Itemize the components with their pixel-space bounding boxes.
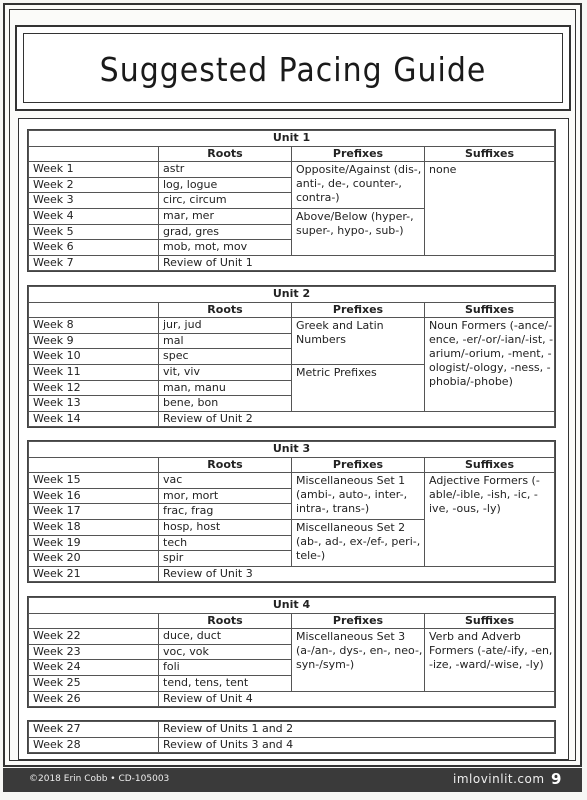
prefixes-cell: Above/Below (hyper-, super-, hypo-, sub-) — [292, 208, 425, 255]
week-cell: Week 13 — [29, 396, 159, 412]
suffixes-header: Suffixes — [425, 146, 555, 162]
roots-cell: hosp, host — [159, 519, 292, 535]
roots-cell: spir — [159, 551, 292, 567]
title-banner — [15, 25, 571, 111]
unit-1-table — [27, 129, 556, 272]
suffixes-cell: Noun Formers (-ance/-ence, -er/-or/-ian/-ist, -arium/-orium, -ment, -ologist/-ology, -ness, -phobia/-phobe) — [425, 318, 555, 412]
week-cell: Week 10 — [29, 349, 159, 365]
roots-header: Roots — [159, 146, 292, 162]
prefixes-cell: Miscellaneous Set 2 (ab-, ad-, ex-/ef-, peri-, tele-) — [292, 519, 425, 566]
roots-cell: frac, frag — [159, 504, 292, 520]
week-cell: Week 25 — [29, 675, 159, 691]
prefixes-cell: Opposite/Against (dis-, anti-, de-, counter-, contra-) — [292, 162, 425, 209]
prefixes-cell: Miscellaneous Set 3 (a-/an-, dys-, en-, neo-, syn-/sym-) — [292, 629, 425, 691]
roots-cell: vac — [159, 473, 292, 489]
roots-cell: duce, duct — [159, 629, 292, 645]
roots-header: Roots — [159, 457, 292, 473]
unit-title: Unit 4 — [29, 598, 555, 614]
week-cell: Week 3 — [29, 193, 159, 209]
roots-cell: mar, mer — [159, 208, 292, 224]
review-cell: Review of Unit 4 — [159, 691, 555, 707]
suffixes-header: Suffixes — [425, 457, 555, 473]
roots-cell: man, manu — [159, 380, 292, 396]
suffixes-cell: Verb and Adverb Formers (-ate/-ify, -en, -ize, -ward/-wise, -ly) — [425, 629, 555, 691]
unit-title: Unit 2 — [29, 287, 555, 303]
final-reviews-table — [27, 720, 556, 754]
unit-3-table — [27, 440, 556, 583]
unit-4-table — [27, 596, 556, 708]
week-cell: Week 22 — [29, 629, 159, 645]
week-cell: Week 27 — [29, 722, 159, 738]
roots-cell: bene, bon — [159, 396, 292, 412]
roots-cell: vit, viv — [159, 364, 292, 380]
review-cell: Review of Units 3 and 4 — [159, 737, 555, 753]
roots-cell: tech — [159, 535, 292, 551]
roots-cell: log, logue — [159, 177, 292, 193]
prefixes-header: Prefixes — [292, 613, 425, 629]
week-cell: Week 7 — [29, 255, 159, 271]
page-number: 9 — [551, 770, 562, 788]
week-cell: Week 9 — [29, 333, 159, 349]
prefixes-cell: Metric Prefixes — [292, 364, 425, 411]
week-cell: Week 19 — [29, 535, 159, 551]
roots-cell: circ, circum — [159, 193, 292, 209]
suffixes-cell: none — [425, 162, 555, 256]
page-footer — [3, 768, 582, 792]
week-cell: Week 28 — [29, 737, 159, 753]
prefixes-header: Prefixes — [292, 457, 425, 473]
website-url: imlovinlit.com — [453, 772, 545, 786]
week-cell: Week 4 — [29, 208, 159, 224]
review-cell: Review of Unit 2 — [159, 411, 555, 427]
review-cell: Review of Units 1 and 2 — [159, 722, 555, 738]
roots-cell: mob, mot, mov — [159, 240, 292, 256]
week-cell: Week 2 — [29, 177, 159, 193]
week-cell: Week 23 — [29, 644, 159, 660]
week-cell: Week 18 — [29, 519, 159, 535]
week-cell: Week 21 — [29, 566, 159, 582]
week-cell: Week 16 — [29, 488, 159, 504]
roots-cell: grad, gres — [159, 224, 292, 240]
week-cell: Week 20 — [29, 551, 159, 567]
prefixes-cell: Miscellaneous Set 1 (ambi-, auto-, inter-, intra-, trans-) — [292, 473, 425, 520]
prefixes-cell: Greek and Latin Numbers — [292, 318, 425, 365]
review-cell: Review of Unit 3 — [159, 566, 555, 582]
copyright-text: ©2018 Erin Cobb • CD-105003 — [29, 774, 170, 784]
roots-cell: tend, tens, tent — [159, 675, 292, 691]
week-cell: Week 15 — [29, 473, 159, 489]
prefixes-header: Prefixes — [292, 302, 425, 318]
page-title: Suggested Pacing Guide — [99, 51, 487, 90]
week-cell: Week 8 — [29, 318, 159, 334]
week-cell: Week 26 — [29, 691, 159, 707]
roots-cell: spec — [159, 349, 292, 365]
roots-header: Roots — [159, 302, 292, 318]
roots-cell: astr — [159, 162, 292, 178]
week-cell: Week 1 — [29, 162, 159, 178]
unit-title: Unit 3 — [29, 442, 555, 458]
roots-header: Roots — [159, 613, 292, 629]
roots-cell: jur, jud — [159, 318, 292, 334]
week-cell: Week 6 — [29, 240, 159, 256]
unit-2-table — [27, 285, 556, 428]
week-cell: Week 11 — [29, 364, 159, 380]
roots-cell: foli — [159, 660, 292, 676]
week-cell: Week 5 — [29, 224, 159, 240]
suffixes-header: Suffixes — [425, 613, 555, 629]
week-cell: Week 12 — [29, 380, 159, 396]
unit-title: Unit 1 — [29, 131, 555, 147]
week-cell: Week 14 — [29, 411, 159, 427]
review-cell: Review of Unit 1 — [159, 255, 555, 271]
roots-cell: mor, mort — [159, 488, 292, 504]
week-cell: Week 24 — [29, 660, 159, 676]
prefixes-header: Prefixes — [292, 146, 425, 162]
suffixes-header: Suffixes — [425, 302, 555, 318]
roots-cell: voc, vok — [159, 644, 292, 660]
week-cell: Week 17 — [29, 504, 159, 520]
roots-cell: mal — [159, 333, 292, 349]
suffixes-cell: Adjective Formers (-able/-ible, -ish, -ic, -ive, -ous, -ly) — [425, 473, 555, 567]
